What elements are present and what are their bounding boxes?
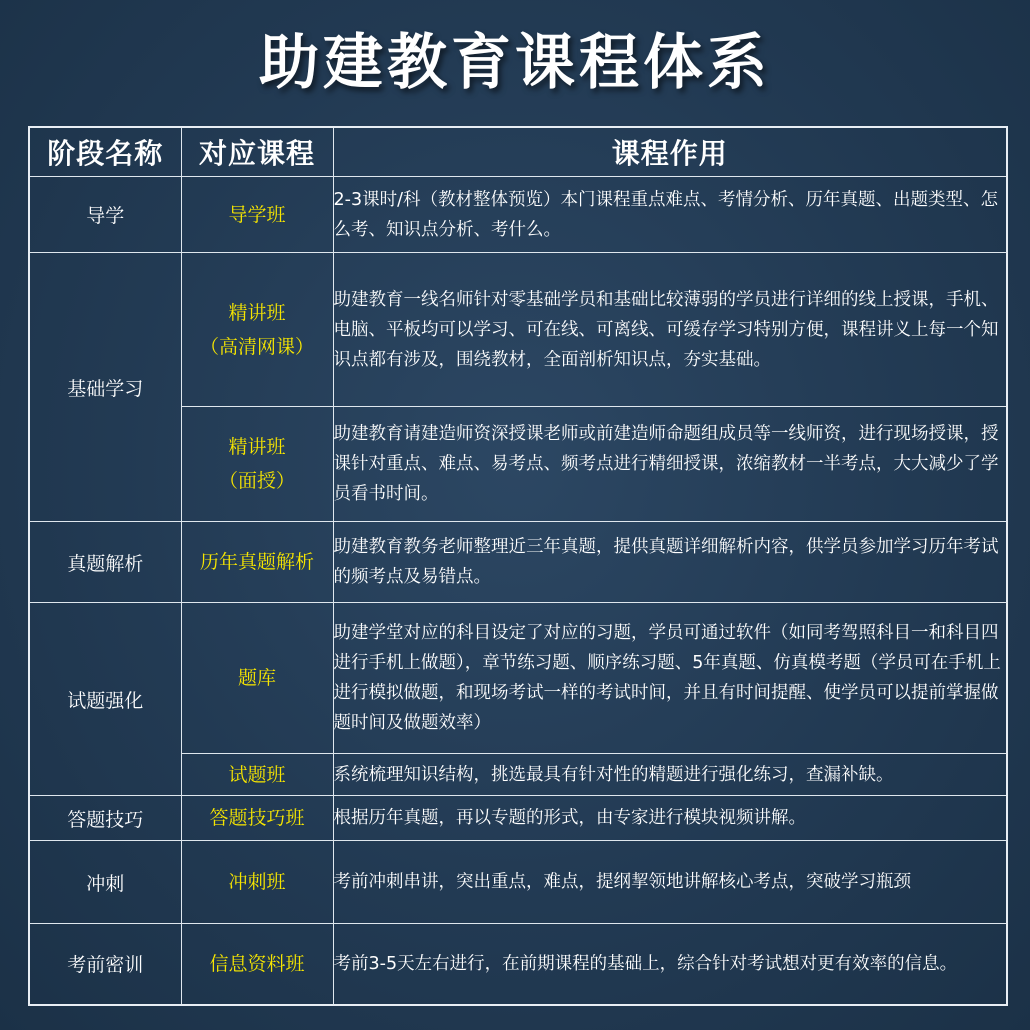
description-cell: 考前3-5天左右进行，在前期课程的基础上，综合针对考试想对更有效率的信息。 <box>333 924 1007 1005</box>
table-row <box>29 603 1007 754</box>
course-system-table <box>28 126 1008 1006</box>
course-cell: 冲刺班 <box>181 841 333 924</box>
table-header-row <box>29 127 1007 177</box>
course-cell: 信息资料班 <box>181 924 333 1005</box>
course-cell: 试题班 <box>181 754 333 796</box>
stage-cell: 答题技巧 <box>29 796 181 841</box>
description-cell: 根据历年真题，再以专题的形式，由专家进行模块视频讲解。 <box>333 796 1007 841</box>
description-cell: 考前冲刺串讲，突出重点，难点，提纲挈领地讲解核心考点，突破学习瓶颈 <box>333 841 1007 924</box>
stage-cell: 导学 <box>29 177 181 253</box>
description-cell: 助建教育教务老师整理近三年真题，提供真题详细解析内容，供学员参加学习历年考试的频考点及易错点。 <box>333 522 1007 603</box>
course-format: （高清网课） <box>199 335 314 358</box>
description-cell: 助建学堂对应的科目设定了对应的习题，学员可通过软件（如同考驾照科目一和科目四进行手机上做题），章节练习题、顺序练习题、5年真题、仿真模考题（学员可在手机上进行模拟做题，和现场考试一样的考试时间，并且有时间提醒、使学员可以提前掌握做题时间及做题效率） <box>333 603 1007 754</box>
description-cell: 助建教育请建造师资深授课老师或前建造师命题组成员等一线师资，进行现场授课，授课针对重点、难点、易考点、频考点进行精细授课，浓缩教材一半考点，大大减少了学员看书时间。 <box>333 407 1007 522</box>
header-course: 对应课程 <box>181 127 333 177</box>
course-cell: 导学班 <box>181 177 333 253</box>
course-cell <box>181 407 333 522</box>
stage-cell: 真题解析 <box>29 522 181 603</box>
description-cell: 2-3课时/科（教材整体预览）本门课程重点难点、考情分析、历年真题、出题类型、怎么考、知识点分析、考什么。 <box>333 177 1007 253</box>
course-cell: 题库 <box>181 603 333 754</box>
table-row <box>29 841 1007 924</box>
course-cell: 答题技巧班 <box>181 796 333 841</box>
course-cell: 历年真题解析 <box>181 522 333 603</box>
stage-cell: 试题强化 <box>29 603 181 796</box>
page-title: 助建教育课程体系 <box>259 28 771 98</box>
stage-cell: 基础学习 <box>29 253 181 522</box>
table-row <box>29 253 1007 407</box>
table-row <box>29 796 1007 841</box>
header-stage: 阶段名称 <box>29 127 181 177</box>
stage-cell: 冲刺 <box>29 841 181 924</box>
course-format: （面授） <box>218 470 295 492</box>
course-cell <box>181 253 333 407</box>
course-name: 精讲班 <box>228 301 286 324</box>
course-name: 精讲班 <box>228 436 286 458</box>
table-row <box>29 177 1007 253</box>
table-row <box>29 522 1007 603</box>
description-cell: 系统梳理知识结构，挑选最具有针对性的精题进行强化练习，查漏补缺。 <box>333 754 1007 796</box>
header-purpose: 课程作用 <box>333 127 1007 177</box>
description-cell: 助建教育一线名师针对零基础学员和基础比较薄弱的学员进行详细的线上授课，手机、电脑、平板均可以学习、可在线、可离线、可缓存学习特别方便，课程讲义上每一个知识点都有涉及，围绕教材，全面剖析知识点，夯实基础。 <box>333 253 1007 407</box>
stage-cell: 考前密训 <box>29 924 181 1005</box>
table-row <box>29 924 1007 1005</box>
